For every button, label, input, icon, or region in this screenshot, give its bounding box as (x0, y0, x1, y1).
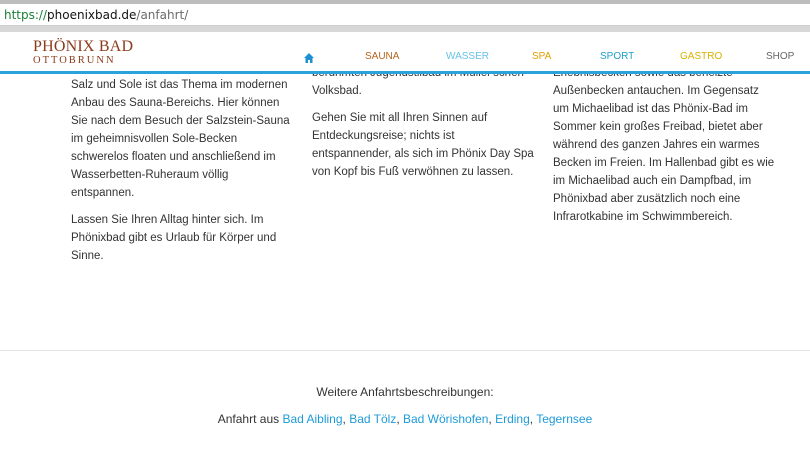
url-host: phoenixbad.de (47, 8, 137, 22)
url-scheme: https:// (4, 8, 48, 22)
nav-item-gastro[interactable]: GASTRO (680, 51, 723, 62)
link-tegernsee[interactable]: Tegernsee (536, 412, 593, 426)
home-icon[interactable] (303, 51, 315, 63)
logo-sub-text: OTTOBRUNN (33, 55, 116, 66)
nav-item-shop[interactable]: SHOP (766, 51, 795, 62)
footer-title: Weitere Anfahrtsbeschreibungen: (316, 385, 494, 399)
main-nav (0, 32, 810, 74)
paragraph: Salz und Sole ist das Thema im modernen Anbau des Sauna-Bereichs. Hier können Sie nach dem Besuch der Salzstein-Sauna im geheimnisvollen Sole-Becken schwerelos floaten und anschließend im Wasserbetten-Ruheraum völlig entspannen. (71, 79, 290, 199)
nav-item-sauna[interactable]: SAUNA (365, 51, 400, 62)
content-column-wasser (553, 64, 774, 235)
logo-main-text: PHÖNIX BAD (33, 38, 134, 55)
link-bad-toelz[interactable]: Bad Tölz (349, 412, 397, 426)
link-bad-aibling[interactable]: Bad Aibling (282, 412, 343, 426)
paragraph: Volksbad. (312, 85, 362, 97)
site-header (0, 32, 810, 74)
nav-item-spa[interactable]: SPA (532, 51, 552, 62)
url-text[interactable] (4, 8, 188, 22)
footer-links-prefix: Anfahrt aus (217, 412, 283, 426)
content-column-sauna (71, 76, 290, 274)
paragraph: Lassen Sie Ihren Alltag hinter sich. Im Phönixbad gibt es Urlaub für Körper und Sinne. (71, 214, 277, 262)
paragraph: Gehen Sie mit all Ihren Sinnen auf Entdeckungsreise; nichts ist entspannender, als sich im Phönix Day Spa von Kopf bis Fuß verwöhnen zu lassen. (312, 112, 534, 178)
content-column-spa (312, 64, 534, 190)
link-bad-woerishofen[interactable]: Bad Wörishofen (403, 412, 489, 426)
footer-links: Anfahrt aus Bad Aibling, Bad Tölz, Bad Wörishofen, Erding, Tegernsee (217, 412, 593, 426)
paragraph: Außenbecken antauchen. Im Gegensatz um Michaelibad ist das Phönix-Bad im Sommer kein großes Freibad, bietet aber während des ganzen Jahres ein warmes Becken im Freien. Im Hallenbad gibt es wie im Michaelibad auch ein Dampfbad, im Phönixbad aber zusätzlich noch eine Infrarotkabine im Schwimmbereich. (553, 85, 775, 223)
section-divider (0, 350, 810, 351)
nav-item-sport[interactable]: SPORT (600, 51, 635, 62)
nav-item-wasser[interactable]: WASSER (446, 51, 489, 62)
link-erding[interactable]: Erding (495, 412, 530, 426)
address-bar[interactable] (0, 4, 810, 26)
url-path: /anfahrt/ (136, 8, 189, 22)
